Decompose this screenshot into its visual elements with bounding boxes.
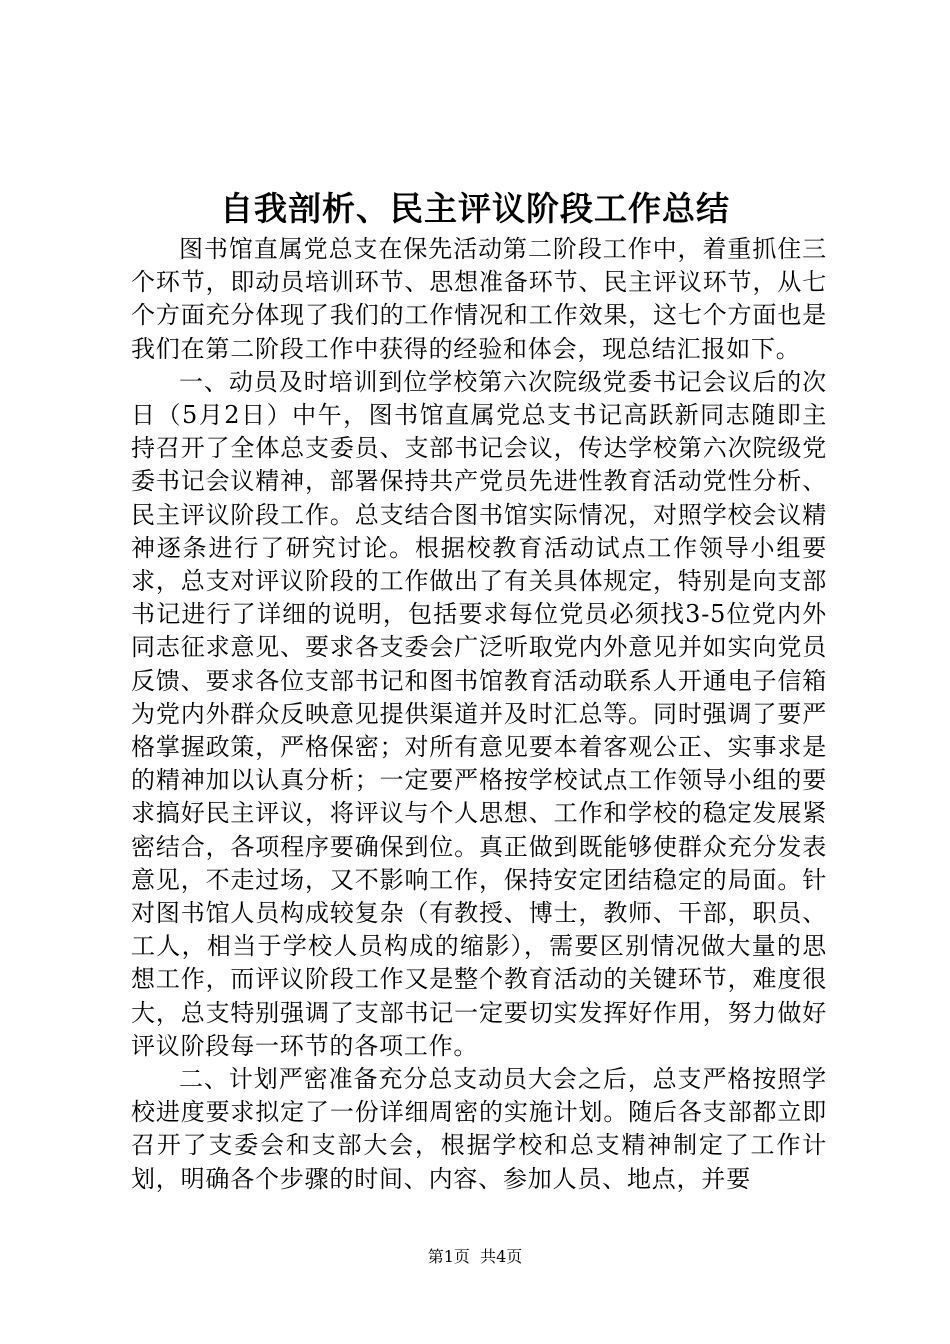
paragraph-section-one: 一、动员及时培训到位学校第六次院级党委书记会议后的次日（5月2日）中午，图书馆直属党总支书记高跃新同志随即主持召开了全体总支委员、支部书记会议，传达学校第六次院级党委书记会议精神，部署保持共产党员先进性教育活动党性分析、民主评议阶段工作。总支结合图书馆实际情况，对照学校会议精神逐条进行了研究讨论。根据校教育活动试点工作领导小组要求，总支对评议阶段的工作做出了有关具体规定，特别是向支部书记进行了详细的说明，包括要求每位党员必须找3-5位党内外同志征求意见、要求各支委会广泛听取党内外意见并如实向党员反馈、要求各位支部书记和图书馆教育活动联系人开通电子信箱为党内外群众反映意见提供渠道并及时汇总等。同时强调了要严格掌握政策，严格保密；对所有意见要本着客观公正、实事求是的精神加以认真分析；一定要严格按学校试点工作领导小组的要求搞好民主评议，将评议与个人思想、工作和学校的稳定发展紧密结合，各项程序要确保到位。真正做到既能够使群众充分发表意见，不走过场，又不影响工作，保持安定团结稳定的局面。针对图书馆人员构成较复杂（有教授、博士，教师、干部，职员、工人，相当于学校人员构成的缩影），需要区别情况做大量的思想工作，而评议阶段工作又是整个教育活动的关键环节，难度很大，总支特别强调了支部书记一定要切实发挥好作用，努力做好评议阶段每一环节的各项工作。 [131, 367, 827, 1060]
paragraph-intro: 图书馆直属党总支在保先活动第二阶段工作中，着重抓住三个环节，即动员培训环节、思想准备环节、民主评议环节，从七个方面充分体现了我们的工作情况和工作效果，这七个方面也是我们在第二阶段工作中获得的经验和体会，现总结汇报如下。 [131, 235, 827, 363]
document-body [131, 233, 827, 1196]
paragraph-section-two: 二、计划严密准备充分总支动员大会之后，总支严格按照学校进度要求拟定了一份详细周密的实施计划。随后各支部都立即召开了支委会和支部大会，根据学校和总支精神制定了工作计划，明确各个步骤的时间、内容、参加人员、地点，并要 [131, 1065, 827, 1193]
document-title: 自我剖析、民主评议阶段工作总结 [220, 189, 730, 228]
page-number-footer: 第1页 共4页 [427, 1247, 523, 1266]
